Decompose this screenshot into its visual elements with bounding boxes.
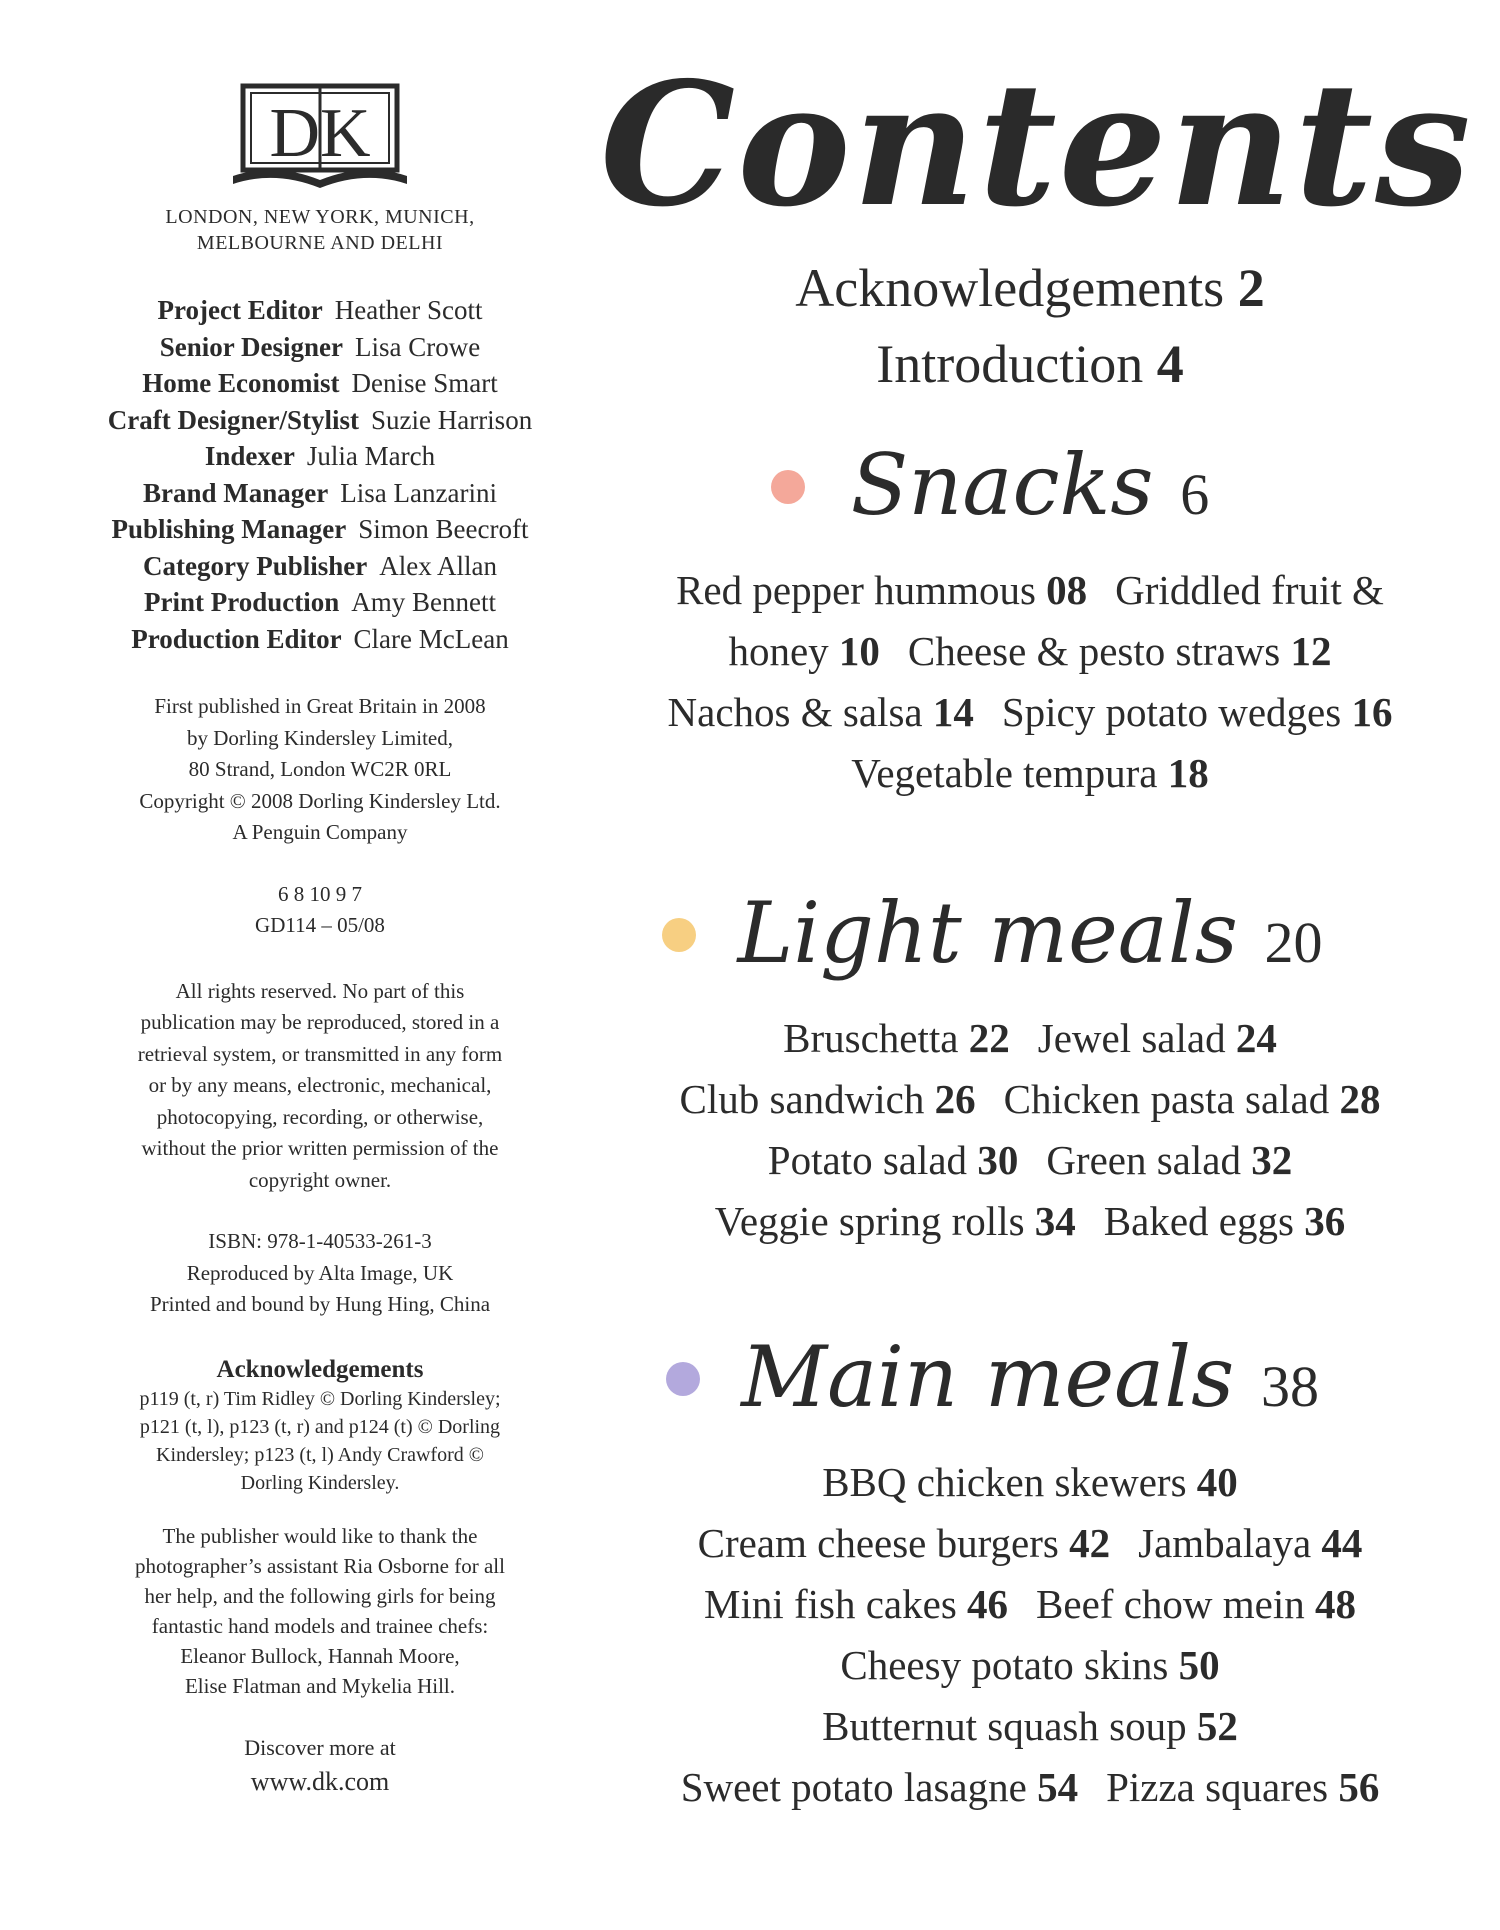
recipe-page-number: 50 (1178, 1642, 1220, 1688)
recipe-row (600, 1191, 1460, 1252)
recipe-row (600, 682, 1460, 743)
recipe-entry[interactable]: Beef chow mein 48 (1036, 1581, 1356, 1627)
recipe-row (600, 1513, 1460, 1574)
recipe-list (600, 560, 1460, 804)
section-dot-icon (662, 918, 696, 952)
recipe-row (600, 1130, 1460, 1191)
section-title: Snacks (850, 436, 1154, 534)
recipe-entry[interactable]: Spicy potato wedges 16 (1001, 689, 1393, 735)
section-title: Main meals (741, 1328, 1235, 1426)
contents-section (600, 868, 1460, 1252)
section-heading[interactable] (737, 868, 1322, 1008)
recipe-page-number: 28 (1339, 1076, 1381, 1122)
credit-row: Production Editor Clare McLean (131, 623, 509, 654)
recipe-entry[interactable]: Baked eggs 36 (1103, 1198, 1346, 1244)
recipe-list (600, 1452, 1460, 1818)
svg-text:DK: DK (269, 95, 371, 172)
recipe-page-number: 56 (1338, 1764, 1380, 1810)
recipe-entry[interactable]: Veggie spring rolls 34 (714, 1198, 1076, 1244)
recipe-page-number: 08 (1046, 567, 1088, 613)
section-page-number: 20 (1264, 910, 1323, 975)
recipe-entry[interactable]: Chicken pasta salad 28 (1003, 1076, 1381, 1122)
section-heading[interactable] (851, 420, 1209, 560)
credits-list (60, 292, 580, 657)
recipe-row (600, 621, 1460, 682)
recipe-entry[interactable]: honey 10 (728, 628, 880, 674)
recipe-list (600, 1008, 1460, 1252)
discover-more: Discover more at www.dk.com (60, 1731, 580, 1799)
section-page-number: 38 (1260, 1354, 1319, 1419)
credit-row: Category Publisher Alex Allan (143, 550, 497, 581)
recipe-entry[interactable]: BBQ chicken skewers 40 (822, 1459, 1238, 1505)
recipe-entry[interactable]: Bruschetta 22 (783, 1015, 1010, 1061)
recipe-page-number: 34 (1034, 1198, 1076, 1244)
recipe-entry[interactable]: Griddled fruit & (1115, 567, 1384, 613)
front-matter-item[interactable]: Acknowledgements 2 (795, 258, 1265, 318)
credit-row: Brand Manager Lisa Lanzarini (143, 477, 497, 508)
acknowledgements-text: p119 (t, r) Tim Ridley © Dorling Kindersley; p121 (t, l), p123 (t, r) and p124 (t) © Dorling Kindersley; p123 (t, l) Andy Crawford © Dorling Kindersley. (139, 1387, 501, 1494)
contents-section (600, 420, 1460, 804)
credit-row: Project Editor Heather Scott (157, 295, 483, 325)
front-matter-item[interactable]: Introduction 4 (876, 334, 1184, 394)
recipe-page-number: 44 (1321, 1520, 1363, 1566)
recipe-page-number: 18 (1167, 750, 1209, 796)
website-link[interactable]: www.dk.com (250, 1766, 390, 1796)
recipe-entry[interactable]: Red pepper hummous 08 (676, 567, 1088, 613)
credit-row: Publishing Manager Simon Beecroft (111, 514, 529, 544)
recipe-entry[interactable]: Butternut squash soup 52 (822, 1703, 1238, 1749)
front-matter-list (600, 250, 1460, 402)
recipe-page-number: 24 (1235, 1015, 1277, 1061)
imprint-column (60, 80, 580, 1799)
recipe-row (600, 1452, 1460, 1513)
recipe-entry[interactable]: Mini fish cakes 46 (704, 1581, 1009, 1627)
recipe-entry[interactable]: Jewel salad 24 (1037, 1015, 1277, 1061)
recipe-entry[interactable]: Jambalaya 44 (1138, 1520, 1363, 1566)
contents-sections (600, 420, 1460, 1818)
recipe-entry[interactable]: Cheese & pesto straws 12 (907, 628, 1332, 674)
section-dot-icon (666, 1362, 700, 1396)
contents-column (600, 40, 1473, 1818)
section-dot-icon (771, 470, 805, 504)
recipe-page-number: 52 (1196, 1703, 1238, 1749)
recipe-entry[interactable]: Vegetable tempura 18 (851, 750, 1209, 796)
recipe-page-number: 30 (977, 1137, 1019, 1183)
contents-heading: Contents (600, 45, 1473, 245)
recipe-row (600, 1008, 1460, 1069)
recipe-entry[interactable]: Nachos & salsa 14 (667, 689, 974, 735)
recipe-page-number: 40 (1196, 1459, 1238, 1505)
recipe-row (600, 1696, 1460, 1757)
credit-row: Craft Designer/Stylist Suzie Harrison (107, 404, 533, 435)
recipe-page-number: 42 (1069, 1520, 1111, 1566)
recipe-page-number: 26 (934, 1076, 976, 1122)
recipe-entry[interactable]: Cream cheese burgers 42 (697, 1520, 1111, 1566)
recipe-page-number: 54 (1037, 1764, 1079, 1810)
contents-section (600, 1312, 1460, 1818)
thanks-text: The publisher would like to thank the photographer’s assistant Ria Osborne for all her help, and the following girls for being fantastic hand models and trainee chefs: Eleanor Bullock, Hannah Moore, Elise Flatman and Mykelia Hill. (135, 1523, 505, 1698)
recipe-page-number: 32 (1251, 1137, 1293, 1183)
recipe-page-number: 48 (1314, 1581, 1356, 1627)
recipe-row (600, 1069, 1460, 1130)
recipe-entry[interactable]: Pizza squares 56 (1106, 1764, 1380, 1810)
credit-row: Home Economist Denise Smart (142, 368, 498, 398)
recipe-row (600, 743, 1460, 804)
publication-info: First published in Great Britain in 2008 by Dorling Kindersley Limited, 80 Strand, London WC2R 0RL Copyright © 2008 Dorling Kindersley Ltd. A Penguin Company (139, 694, 501, 844)
recipe-page-number: 14 (932, 689, 974, 735)
section-page-number: 6 (1180, 462, 1210, 527)
recipe-row (600, 1635, 1460, 1696)
isbn-info: ISBN: 978-1-40533-261-3 Reproduced by Alta Image, UK Printed and bound by Hung Hing, China (149, 1229, 491, 1316)
recipe-entry[interactable]: Club sandwich 26 (679, 1076, 976, 1122)
recipe-row (600, 1574, 1460, 1635)
dk-logo-icon (225, 80, 415, 190)
recipe-page-number: 10 (838, 628, 880, 674)
publisher-cities: LONDON, NEW YORK, MUNICH, MELBOURNE AND DELHI (165, 206, 475, 254)
credit-row: Print Production Amy Bennett (144, 587, 496, 617)
recipe-entry[interactable]: Potato salad 30 (767, 1137, 1019, 1183)
recipe-row (600, 1757, 1460, 1818)
rights-notice: All rights reserved. No part of this publication may be reproduced, stored in a retrieval system, or transmitted in any form or by any means, electronic, mechanical, photocopying, recording, or otherwise, without the prior written permission of the copyright owner. (137, 978, 503, 1192)
recipe-row (600, 560, 1460, 621)
acknowledgements-title: Acknowledgements (216, 1355, 424, 1383)
recipe-entry[interactable]: Sweet potato lasagne 54 (680, 1764, 1079, 1810)
section-heading[interactable] (741, 1312, 1319, 1452)
recipe-page-number: 12 (1290, 628, 1332, 674)
recipe-page-number: 36 (1304, 1198, 1346, 1244)
recipe-page-number: 16 (1351, 689, 1393, 735)
section-title: Light meals (737, 884, 1238, 982)
recipe-entry[interactable]: Cheesy potato skins 50 (840, 1642, 1220, 1688)
recipe-page-number: 22 (968, 1015, 1010, 1061)
credit-row: Indexer Julia March (204, 441, 436, 471)
recipe-entry[interactable]: Green salad 32 (1046, 1137, 1293, 1183)
print-codes: 6 8 10 9 7 GD114 – 05/08 (255, 881, 385, 937)
credit-row: Senior Designer Lisa Crowe (159, 331, 481, 362)
recipe-page-number: 46 (967, 1581, 1009, 1627)
